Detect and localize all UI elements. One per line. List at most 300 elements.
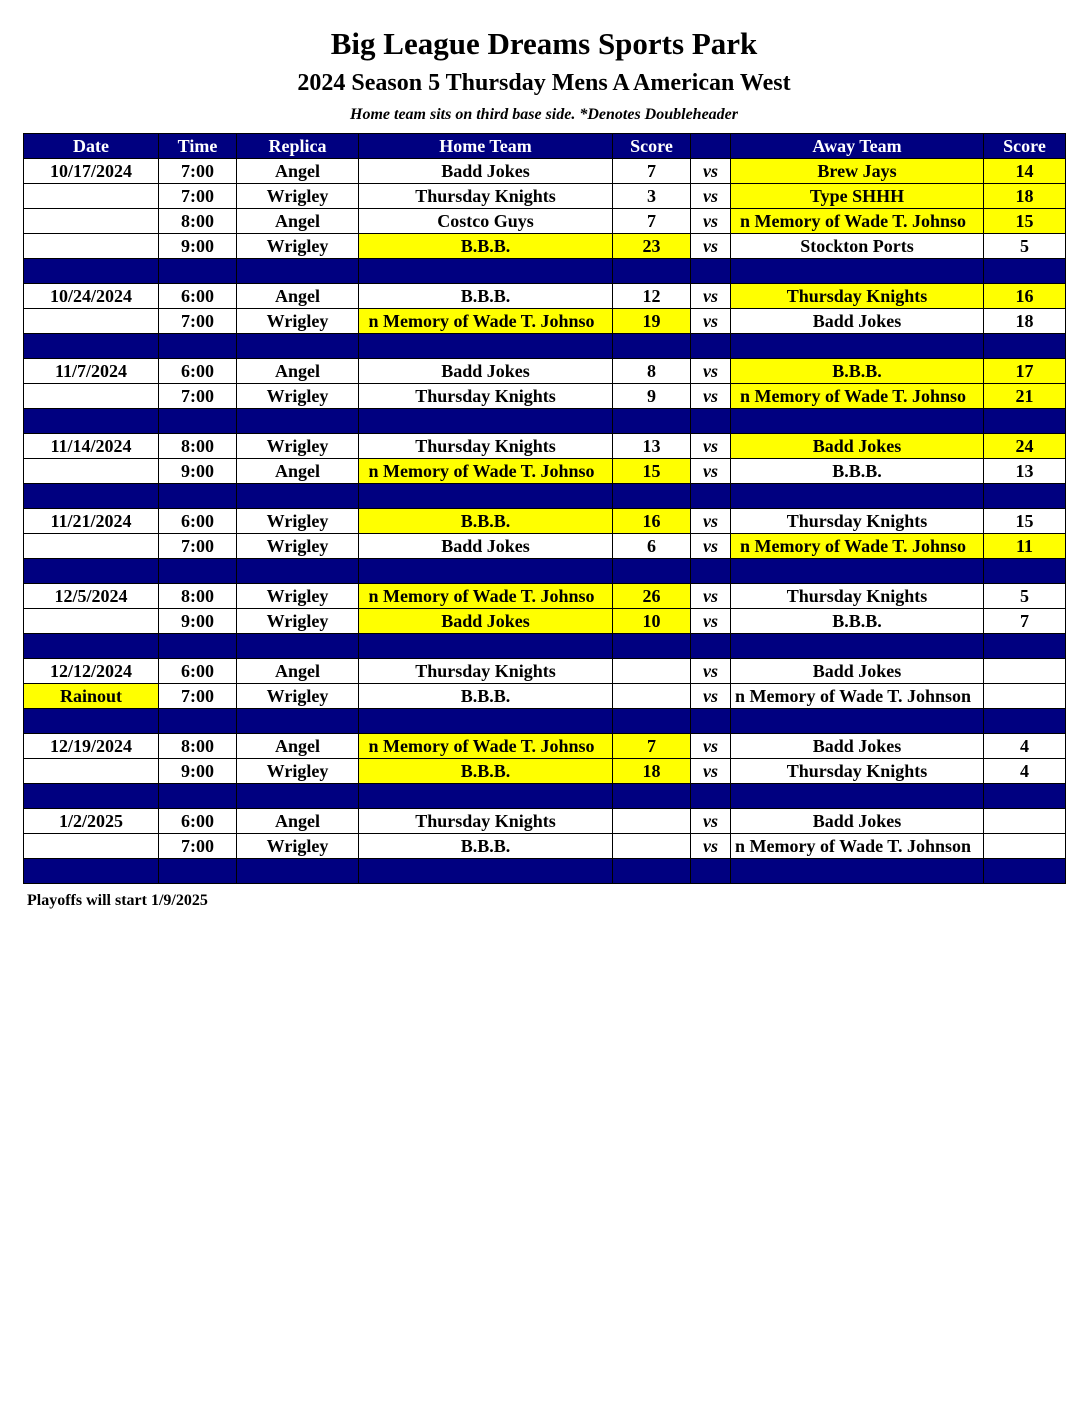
vs-cell-text: vs [703, 811, 718, 831]
time-cell-text: 7:00 [181, 186, 214, 206]
table-row [24, 509, 1066, 534]
home-score-cell-text: 16 [642, 511, 661, 531]
date-cell [24, 759, 159, 784]
away-team-cell-text: Thursday Knights [786, 586, 928, 606]
separator-cell [613, 559, 691, 584]
table-row [24, 184, 1066, 209]
home-score-cell [613, 284, 691, 309]
home-score-cell-text: 6 [647, 536, 656, 556]
away-team-cell-text: Type SHHH [809, 186, 905, 206]
home-team-cell-text: Thursday Knights [415, 386, 556, 406]
replica-cell-text: Wrigley [266, 586, 329, 606]
replica-cell-text: Wrigley [266, 836, 329, 856]
vs-cell-text: vs [703, 386, 718, 406]
home-team-cell [359, 234, 613, 259]
home-score-cell-text: 7 [647, 736, 656, 756]
table-row [24, 834, 1066, 859]
separator-cell [237, 334, 359, 359]
separator-cell [359, 559, 613, 584]
table-row [24, 534, 1066, 559]
separator-cell [984, 259, 1066, 284]
date-cell [24, 534, 159, 559]
vs-cell-text: vs [703, 211, 718, 231]
date-cell [24, 359, 159, 384]
separator-cell [24, 259, 159, 284]
home-team-cell [359, 809, 613, 834]
home-team-cell [359, 209, 613, 234]
separator-cell [731, 634, 984, 659]
time-cell-text: 6:00 [181, 811, 214, 831]
col-header-home-score: Score [613, 134, 691, 159]
vs-cell [691, 659, 731, 684]
home-score-cell [613, 609, 691, 634]
away-team-cell [731, 159, 984, 184]
home-team-cell [359, 459, 613, 484]
separator-cell [159, 559, 237, 584]
time-cell [159, 684, 237, 709]
home-score-cell [613, 209, 691, 234]
separator-cell [24, 784, 159, 809]
date-cell [24, 309, 159, 334]
separator-cell [359, 409, 613, 434]
separator-cell [691, 559, 731, 584]
time-cell-text: 7:00 [181, 686, 214, 706]
separator-cell [984, 634, 1066, 659]
date-cell-text: Rainout [59, 686, 122, 706]
replica-cell [237, 159, 359, 184]
table-row [24, 684, 1066, 709]
col-header-date: Date [24, 134, 159, 159]
away-score-cell [984, 359, 1066, 384]
week-separator-row [24, 709, 1066, 734]
date-cell-text: 12/5/2024 [54, 586, 128, 606]
away-team-cell-text: Badd Jokes [812, 436, 902, 456]
date-cell [24, 209, 159, 234]
home-team-cell [359, 184, 613, 209]
away-team-cell [731, 534, 984, 559]
away-score-cell-text: 16 [1015, 286, 1034, 306]
time-cell-text: 8:00 [181, 436, 214, 456]
separator-cell [613, 634, 691, 659]
replica-cell [237, 459, 359, 484]
date-cell [24, 659, 159, 684]
home-score-cell [613, 834, 691, 859]
replica-cell-text: Angel [275, 211, 320, 231]
home-team-cell-text: n Memory of Wade T. Johnso [368, 311, 595, 331]
time-cell [159, 534, 237, 559]
separator-cell [359, 634, 613, 659]
separator-cell [24, 559, 159, 584]
home-score-cell [613, 184, 691, 209]
time-cell [159, 734, 237, 759]
time-cell-text: 6:00 [181, 286, 214, 306]
home-score-cell-text: 23 [642, 236, 661, 256]
separator-cell [613, 334, 691, 359]
vs-cell-text: vs [703, 286, 718, 306]
away-score-cell [984, 234, 1066, 259]
separator-cell [691, 859, 731, 884]
away-score-cell [984, 509, 1066, 534]
away-team-cell [731, 734, 984, 759]
vs-cell-text: vs [703, 311, 718, 331]
home-team-cell-text: B.B.B. [460, 686, 511, 706]
home-team-cell [359, 584, 613, 609]
home-team-cell [359, 834, 613, 859]
time-cell [159, 834, 237, 859]
replica-cell-text: Angel [275, 361, 320, 381]
separator-cell [24, 334, 159, 359]
vs-cell [691, 459, 731, 484]
home-score-cell [613, 159, 691, 184]
replica-cell [237, 384, 359, 409]
away-score-cell-text: 24 [1015, 436, 1034, 456]
date-cell [24, 159, 159, 184]
time-cell [159, 509, 237, 534]
home-team-cell-text: B.B.B. [460, 836, 511, 856]
vs-cell-text: vs [703, 611, 718, 631]
time-cell-text: 8:00 [181, 211, 214, 231]
date-cell [24, 284, 159, 309]
separator-cell [237, 634, 359, 659]
date-cell [24, 609, 159, 634]
home-team-cell [359, 359, 613, 384]
table-row [24, 384, 1066, 409]
home-score-cell-text: 9 [647, 386, 656, 406]
table-row [24, 209, 1066, 234]
away-score-cell-text: 4 [1020, 761, 1029, 781]
separator-cell [984, 334, 1066, 359]
date-cell-text: 1/2/2025 [58, 811, 123, 831]
home-score-cell [613, 659, 691, 684]
table-row [24, 359, 1066, 384]
vs-cell [691, 809, 731, 834]
time-cell [159, 659, 237, 684]
time-cell [159, 209, 237, 234]
table-row [24, 734, 1066, 759]
time-cell-text: 8:00 [181, 736, 214, 756]
separator-cell [159, 259, 237, 284]
away-score-cell [984, 284, 1066, 309]
schedule-body [24, 159, 1066, 884]
table-row [24, 584, 1066, 609]
away-team-cell [731, 834, 984, 859]
home-team-cell [359, 534, 613, 559]
home-team-cell-text: n Memory of Wade T. Johnso [368, 586, 595, 606]
away-score-cell [984, 209, 1066, 234]
time-cell-text: 9:00 [181, 236, 214, 256]
home-team-cell-text: Costco Guys [437, 211, 534, 231]
home-score-cell-text: 13 [642, 436, 661, 456]
away-score-cell-text: 13 [1015, 461, 1034, 481]
away-team-cell [731, 509, 984, 534]
home-team-cell [359, 434, 613, 459]
time-cell-text: 7:00 [181, 386, 214, 406]
away-score-cell-text: 11 [1015, 536, 1033, 556]
replica-cell-text: Wrigley [266, 536, 329, 556]
col-header-away-team: Away Team [731, 134, 984, 159]
away-team-cell [731, 359, 984, 384]
vs-cell-text: vs [703, 761, 718, 781]
time-cell [159, 759, 237, 784]
vs-cell-text: vs [703, 536, 718, 556]
home-score-cell-text: 15 [642, 461, 661, 481]
replica-cell [237, 209, 359, 234]
date-cell-text: 12/12/2024 [49, 661, 132, 681]
home-team-cell [359, 309, 613, 334]
separator-cell [613, 784, 691, 809]
vs-cell-text: vs [703, 661, 718, 681]
away-score-cell [984, 459, 1066, 484]
away-team-cell [731, 609, 984, 634]
vs-cell [691, 684, 731, 709]
time-cell [159, 359, 237, 384]
away-team-cell-text: Thursday Knights [786, 761, 928, 781]
away-score-cell-text: 18 [1015, 311, 1034, 331]
vs-cell [691, 159, 731, 184]
table-row [24, 159, 1066, 184]
away-score-cell-text: 5 [1020, 236, 1029, 256]
replica-cell [237, 359, 359, 384]
date-cell-text: 10/24/2024 [49, 286, 132, 306]
separator-cell [731, 859, 984, 884]
replica-cell [237, 509, 359, 534]
replica-cell-text: Angel [275, 461, 320, 481]
home-team-cell [359, 659, 613, 684]
date-cell-text: 11/7/2024 [54, 361, 127, 381]
separator-cell [237, 559, 359, 584]
replica-cell [237, 584, 359, 609]
away-team-cell [731, 384, 984, 409]
week-separator-row [24, 409, 1066, 434]
table-row [24, 659, 1066, 684]
away-score-cell [984, 734, 1066, 759]
home-score-cell [613, 734, 691, 759]
home-score-cell [613, 584, 691, 609]
home-score-cell [613, 359, 691, 384]
separator-cell [159, 709, 237, 734]
away-score-cell [984, 609, 1066, 634]
home-team-cell-text: B.B.B. [460, 236, 511, 256]
page-subtitle: 2024 Season 5 Thursday Mens A American West [297, 70, 791, 96]
home-score-cell [613, 309, 691, 334]
table-row [24, 809, 1066, 834]
table-row [24, 234, 1066, 259]
vs-cell [691, 309, 731, 334]
date-cell [24, 584, 159, 609]
separator-cell [237, 409, 359, 434]
week-separator-row [24, 484, 1066, 509]
away-score-cell [984, 384, 1066, 409]
vs-cell [691, 734, 731, 759]
separator-cell [731, 559, 984, 584]
separator-cell [691, 709, 731, 734]
time-cell-text: 7:00 [181, 836, 214, 856]
away-team-cell [731, 209, 984, 234]
replica-cell [237, 434, 359, 459]
separator-cell [237, 484, 359, 509]
replica-cell-text: Wrigley [266, 511, 329, 531]
vs-cell [691, 284, 731, 309]
replica-cell-text: Angel [275, 161, 320, 181]
vs-cell [691, 609, 731, 634]
home-team-cell [359, 509, 613, 534]
home-team-cell [359, 734, 613, 759]
separator-cell [237, 784, 359, 809]
separator-cell [984, 559, 1066, 584]
separator-cell [613, 409, 691, 434]
separator-cell [237, 709, 359, 734]
time-cell-text: 9:00 [181, 761, 214, 781]
home-team-cell-text: Badd Jokes [441, 361, 530, 381]
replica-cell [237, 809, 359, 834]
home-score-cell [613, 809, 691, 834]
replica-cell-text: Angel [275, 286, 320, 306]
separator-cell [691, 634, 731, 659]
vs-cell [691, 759, 731, 784]
home-team-cell-text: B.B.B. [460, 761, 511, 781]
separator-cell [691, 484, 731, 509]
away-score-cell-text: 21 [1015, 386, 1034, 406]
vs-cell [691, 509, 731, 534]
separator-cell [613, 709, 691, 734]
home-score-cell-text: 19 [642, 311, 661, 331]
home-score-cell [613, 684, 691, 709]
vs-cell-text: vs [703, 361, 718, 381]
home-score-cell [613, 534, 691, 559]
away-score-cell-text: 5 [1020, 586, 1029, 606]
home-team-cell-text: Thursday Knights [415, 186, 556, 206]
time-cell [159, 434, 237, 459]
date-cell [24, 434, 159, 459]
away-team-cell [731, 584, 984, 609]
date-cell [24, 384, 159, 409]
vs-cell-text: vs [703, 461, 718, 481]
separator-cell [159, 409, 237, 434]
week-separator-row [24, 859, 1066, 884]
home-score-cell-text: 8 [647, 361, 656, 381]
col-header-replica: Replica [237, 134, 359, 159]
separator-cell [24, 409, 159, 434]
home-team-cell-text: Thursday Knights [415, 436, 556, 456]
col-header-vs [691, 134, 731, 159]
separator-cell [24, 484, 159, 509]
time-cell-text: 6:00 [181, 661, 214, 681]
away-team-cell-text: Brew Jays [817, 161, 897, 181]
separator-cell [984, 859, 1066, 884]
replica-cell-text: Angel [275, 661, 320, 681]
home-team-cell [359, 759, 613, 784]
separator-cell [691, 784, 731, 809]
home-team-cell-text: Thursday Knights [415, 811, 556, 831]
away-team-cell-text: Stockton Ports [800, 236, 914, 256]
time-cell-text: 6:00 [181, 511, 214, 531]
separator-cell [359, 709, 613, 734]
away-team-cell [731, 459, 984, 484]
replica-cell-text: Wrigley [266, 686, 329, 706]
away-team-cell [731, 759, 984, 784]
away-team-cell-text: Thursday Knights [786, 286, 928, 306]
home-team-cell-text: Badd Jokes [441, 161, 530, 181]
col-header-away-score: Score [984, 134, 1066, 159]
away-team-cell [731, 234, 984, 259]
separator-cell [984, 409, 1066, 434]
away-team-cell-text: Badd Jokes [812, 736, 902, 756]
date-cell [24, 734, 159, 759]
away-score-cell [984, 834, 1066, 859]
schedule-table [23, 133, 1066, 884]
vs-cell [691, 209, 731, 234]
date-cell-text: 11/21/2024 [50, 511, 132, 531]
date-cell [24, 809, 159, 834]
away-team-cell-text: n Memory of Wade T. Johnson [734, 836, 972, 856]
time-cell-text: 9:00 [181, 461, 214, 481]
date-cell [24, 834, 159, 859]
replica-cell-text: Wrigley [266, 311, 329, 331]
separator-cell [359, 859, 613, 884]
home-score-cell [613, 434, 691, 459]
away-team-cell-text: B.B.B. [832, 361, 882, 381]
week-separator-row [24, 784, 1066, 809]
time-cell [159, 809, 237, 834]
separator-cell [613, 484, 691, 509]
separator-cell [24, 859, 159, 884]
vs-cell [691, 584, 731, 609]
home-team-cell-text: B.B.B. [460, 511, 511, 531]
col-header-time: Time [159, 134, 237, 159]
replica-cell [237, 284, 359, 309]
table-row [24, 284, 1066, 309]
away-team-cell [731, 659, 984, 684]
home-team-cell [359, 384, 613, 409]
replica-cell-text: Wrigley [266, 436, 329, 456]
home-team-cell-text: Badd Jokes [441, 536, 530, 556]
date-cell [24, 684, 159, 709]
away-team-cell [731, 809, 984, 834]
away-team-cell-text: Thursday Knights [786, 511, 928, 531]
home-team-cell-text: Thursday Knights [415, 661, 556, 681]
separator-cell [731, 334, 984, 359]
vs-cell [691, 234, 731, 259]
vs-cell-text: vs [703, 511, 718, 531]
vs-cell [691, 434, 731, 459]
home-score-cell [613, 234, 691, 259]
date-cell [24, 184, 159, 209]
home-score-cell [613, 384, 691, 409]
week-separator-row [24, 634, 1066, 659]
away-team-cell-text: Badd Jokes [812, 811, 902, 831]
away-score-cell-text: 14 [1015, 161, 1034, 181]
table-row [24, 759, 1066, 784]
date-cell [24, 459, 159, 484]
away-team-cell-text: n Memory of Wade T. Johnso [739, 536, 967, 556]
separator-cell [159, 784, 237, 809]
home-score-cell [613, 509, 691, 534]
away-score-cell [984, 309, 1066, 334]
separator-cell [731, 259, 984, 284]
home-team-cell-text: Badd Jokes [441, 611, 530, 631]
home-score-cell-text: 7 [647, 161, 656, 181]
home-score-cell [613, 759, 691, 784]
separator-cell [613, 859, 691, 884]
home-score-cell-text: 7 [647, 211, 656, 231]
time-cell-text: 6:00 [181, 361, 214, 381]
away-score-cell-text: 17 [1015, 361, 1034, 381]
table-row [24, 459, 1066, 484]
separator-cell [24, 634, 159, 659]
home-team-cell-text: n Memory of Wade T. Johnso [368, 461, 595, 481]
replica-cell [237, 734, 359, 759]
time-cell-text: 9:00 [181, 611, 214, 631]
